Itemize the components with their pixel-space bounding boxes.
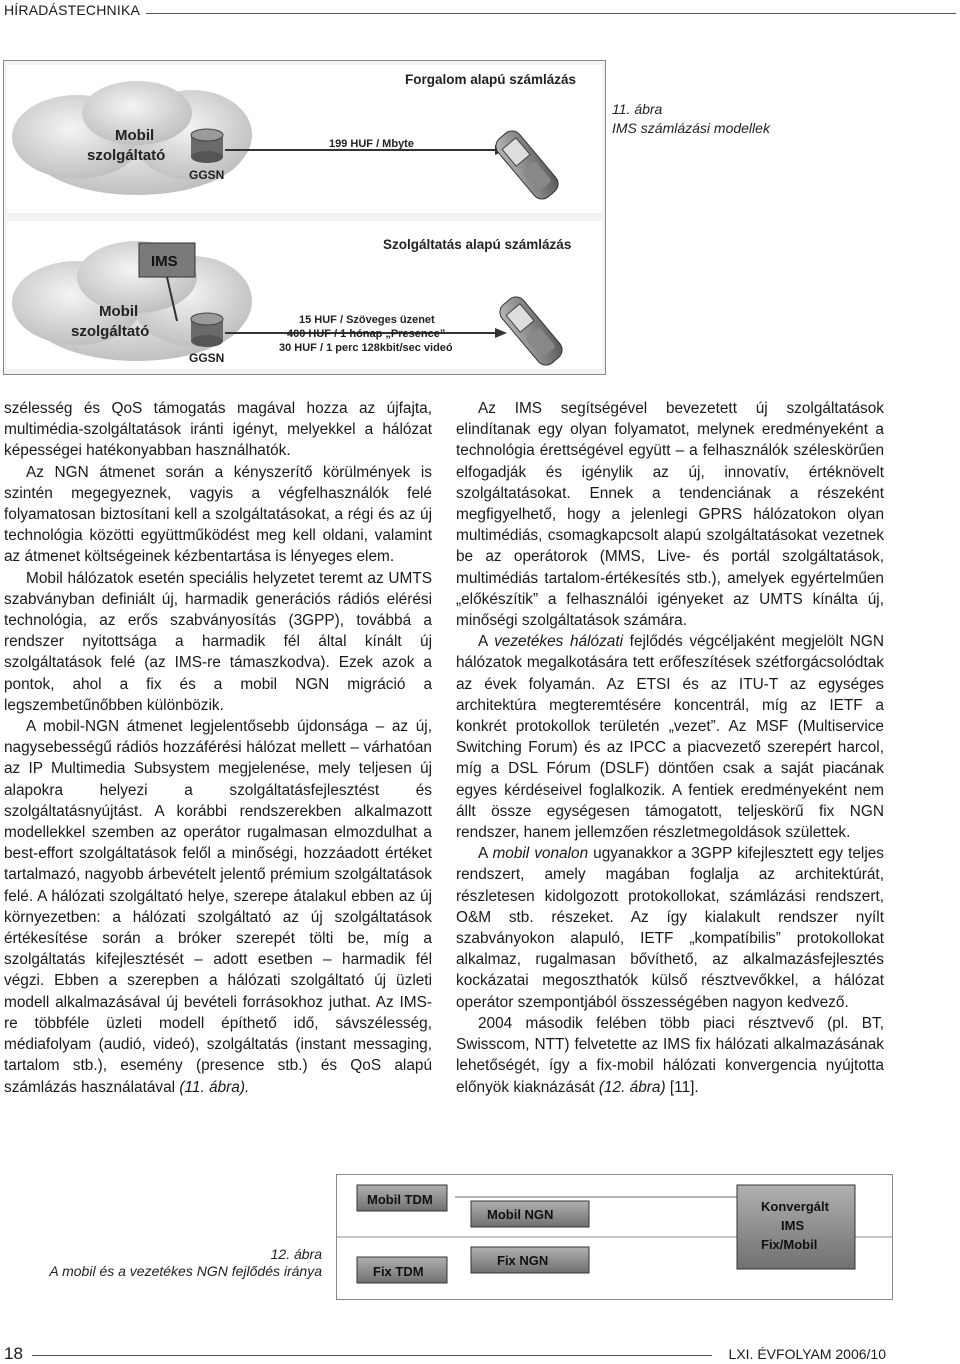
price-presence: 400 HUF / 1 hónap „Presence” xyxy=(287,328,446,340)
price-sms: 15 HUF / Szöveges üzenet xyxy=(299,314,435,326)
converged-fix-mobil-label: Fix/Mobil xyxy=(761,1237,818,1252)
paragraph: Az NGN átmenet során a kényszerítő körülmények is szintén megegyeznek, vagyis a végfelhasználók felé folyamatosan biztosítani kell a szolgáltatásokat, a régi és az új technológia közötti együttműködést meg kell oldani, valamint az átmenet költségeinek kézbentartása is lényeges elem. xyxy=(4,463,432,566)
paragraph: Az IMS segítségével bevezetett új szolgáltatások elindítanak egy olyan folyamatot, melynek eredményeként a technológia érettségével együtt – a felhasználók széleskörűen elfogadják és igénylik az új, innovatív, értéknövelt szolgáltatásokat. Ennek a tendenciának a részeként megfigyelhető, hogy a jelenlegi GPRS hálózatokon olyan multimédiás, csomagkapcsolt alapú szolgáltatásokat vezetnek be az operátorok (MMS, Live- és portál szolgáltatások, multimédiás tartalom-értékesítés stb.), amelyek egyértelműen „előkészítik” a felhasználói igényeket az UMTS kínálta új, minőségi szolgáltatások számára. xyxy=(456,400,884,630)
paragraph xyxy=(456,1013,884,1098)
footer-rule xyxy=(32,1355,712,1356)
paragraph: szélesség és QoS támogatás magával hozza az újfajta, multimédia-szolgáltatások iránti igényt, melyekkel a hálózat képességei hatékonyabban használhatók. xyxy=(4,400,432,460)
figure-reference: (11. ábra). xyxy=(179,1078,250,1096)
service-billing-heading: Szolgáltatás alapú számlázás xyxy=(383,237,572,252)
traffic-billing-panel xyxy=(7,65,602,213)
price-arrow-head xyxy=(495,328,507,338)
cloud-label-mobil: Mobil xyxy=(115,127,155,144)
figure-12-caption xyxy=(0,1246,322,1280)
converged-ims-label: IMS xyxy=(781,1218,805,1233)
converged-label: Konvergált xyxy=(761,1199,829,1214)
fix-tdm-label: Fix TDM xyxy=(373,1264,424,1279)
traffic-billing-diagram xyxy=(7,65,602,213)
cloud-label-szolgaltato: szolgáltató xyxy=(71,323,150,340)
ngn-evolution-diagram xyxy=(337,1175,892,1299)
service-billing-panel xyxy=(7,221,602,369)
ims-label: IMS xyxy=(151,253,178,270)
figure-11-title: IMS számlázási modellek xyxy=(612,120,770,136)
text: 2004 második felében több piaci résztvevő (pl. BT, Swisscom, NTT) felvetette az IMS fix hálózati alkalmazásának lehetőségét, így a fix-mobil hálózati konvergencia nyújtotta előnyök kiaknázását xyxy=(456,1014,884,1096)
service-billing-diagram xyxy=(7,221,602,369)
text: [11]. xyxy=(665,1078,699,1096)
ggsn-label: GGSN xyxy=(189,168,225,182)
figure-12-title: A mobil és a vezetékes NGN fejlődés iránya xyxy=(49,1263,322,1279)
figure-12 xyxy=(336,1174,893,1300)
figure-12-number: 12. ábra xyxy=(270,1246,322,1262)
ggsn-node-icon xyxy=(191,129,223,163)
phone-icon xyxy=(496,293,566,369)
volume-label: LXI. ÉVFOLYAM 2006/10 xyxy=(728,1346,886,1362)
journal-title: HÍRADÁSTECHNIKA xyxy=(4,2,141,18)
figure-11 xyxy=(3,60,606,375)
mobil-tdm-label: Mobil TDM xyxy=(367,1192,433,1207)
cloud-label-mobil: Mobil xyxy=(99,303,139,320)
paragraph xyxy=(456,843,884,1013)
phone-icon xyxy=(492,127,562,203)
page-number: 18 xyxy=(4,1344,23,1363)
text: ugyanakkor a 3GPP kifejlesztett egy teljes rendszert, amely magában foglalja az architektúrát, részletesen kidolgozott protokollokat, számlázási rendszert, O&M stb. részeket. Az így kialakult rendszer nyílt szabványokon alapuló, IETF „kompatíbilis” protokollokat alkalmaz, rugalmasan bővíthető, az alkalmazásfejlesztés kockázatai megoszthatók külső résztvevőkkel, a hálózat operátor szempontjából összességében nagyon kedvező. xyxy=(456,845,884,1011)
paragraph xyxy=(4,716,432,1098)
text: A xyxy=(478,845,493,863)
text: A xyxy=(478,633,495,651)
figure-11-number: 11. ábra xyxy=(612,101,663,117)
emphasis: vezetékes hálózati xyxy=(494,633,624,651)
text: fejlődés végcéljaként megjelölt NGN hálózatok megalkotására tett erőfeszítések szétforgácsolódtak az évek folyamán. Az ETSI és az ITU-T az egységes architektúra megteremtésére koncentrál, míg az IETF a konkrét protokollok területén „vezet”. Az MSF (Multiservice Switching Forum) és az IPCC a piacvezető szerepért harcol, míg a DSL Fórum (DSLF) döntően csak a saját piacának egyes kérdéseivel foglalkozik. A fentiek eredményeként nem állt össze egységesen támogatott, teljeskörű fix NGN rendszer, hanem jellemzően részletmegoldások születtek. xyxy=(456,633,884,842)
ggsn-label: GGSN xyxy=(189,351,225,365)
figure-reference: (12. ábra) xyxy=(598,1078,666,1096)
price-video: 30 HUF / 1 perc 128kbit/sec videó xyxy=(279,342,453,354)
paragraph: Mobil hálózatok esetén speciális helyzetet teremt az UMTS szabványban definiált új, harmadik generációs rádiós elérési technológia, az erős szabványosítás (3GPP), továbbá a rendszer nyitottsága a harmadik fél által kínált új szolgáltatások felé (az IMS-re támaszkodva). Ezek azok a pontok, ahol a fix és a mobil NGN migráció a legszembetűnőbben különbözik. xyxy=(4,569,432,714)
fix-ngn-label: Fix NGN xyxy=(497,1253,549,1268)
paragraph-text: A mobil-NGN átmenet legjelentősebb újdonsága – az új, nagysebességű rádiós hozzáférési hálózat mellett – várhatóan az IP Multimedia Subsystem megjelenése, mely teljesen új alapokra helyezi a szolgáltatásfejlesztést és szolgáltatásnyújtást. A korábbi rendszerekben alkalmazott modellekkel szemben az operátor rugalmasan elmozdulhat a best-effort szolgáltatások felől a minőségi, hozzáadott értéket tartalmazó, nagyobb árbevételt jelentő prémium szolgáltatások felé. A hálózati szolgáltató helye, szerepe átalakul ebben az új környezetben: a hálózati szolgáltató az új szolgáltatások értékesítése során a bróker szerepét tölti be, míg a szolgáltatás kifejlesztését – adott esetben – harmadik fél végzi. Ebben a szerepben a hálózati szolgáltató új üzleti modell alkalmazásával új bevételi forrásokhoz juthat. Az IMS-re többféle üzleti modell építhető idő, sávszélesség, médiafolyam (audió, videó), szolgáltatás (instant messaging, tartalom stb.), esemény (presence stb.) és QoS alapú számlázás használatával xyxy=(4,718,432,1096)
emphasis: mobil vonalon xyxy=(492,845,589,863)
running-header xyxy=(4,0,960,24)
text-column-right xyxy=(456,398,884,1098)
figure-11-caption xyxy=(612,100,770,138)
price-label: 199 HUF / Mbyte xyxy=(329,138,414,150)
mobil-ngn-label: Mobil NGN xyxy=(487,1207,554,1222)
traffic-billing-heading: Forgalom alapú számlázás xyxy=(405,72,577,87)
ggsn-node-icon xyxy=(191,313,223,347)
header-rule xyxy=(146,13,956,14)
text-column-left xyxy=(4,398,432,1098)
cloud-label-szolgaltato: szolgáltató xyxy=(87,147,166,164)
paragraph xyxy=(456,631,884,843)
